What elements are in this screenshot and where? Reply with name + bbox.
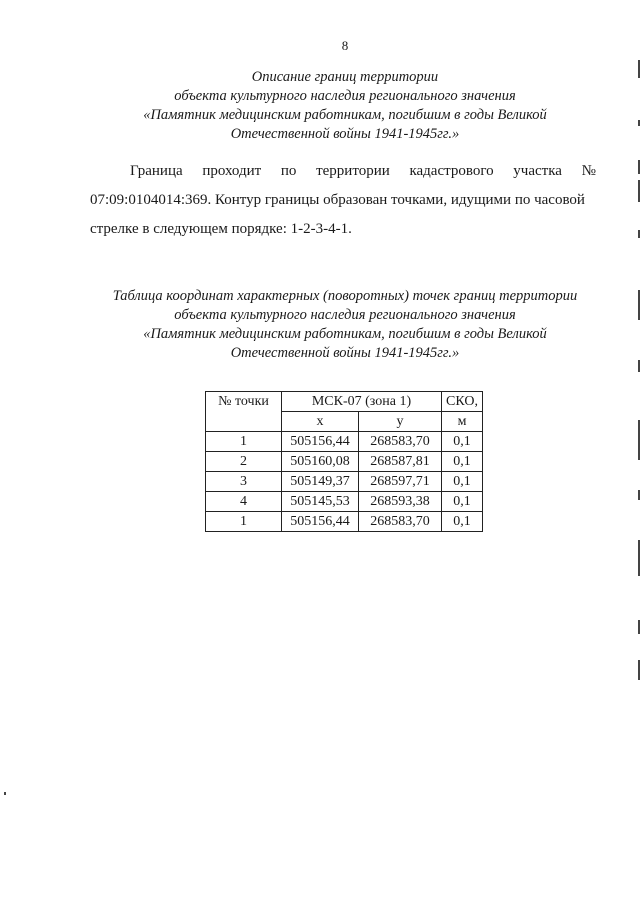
cell-sko: 0,1: [442, 452, 483, 472]
header-sko: СКО,: [442, 392, 483, 412]
cell-point: 1: [206, 512, 282, 532]
heading-line: Отечественной войны 1941-1945гг.»: [230, 126, 460, 142]
cell-y: 268597,71: [359, 472, 442, 492]
header-sko-unit: м: [442, 412, 483, 432]
paragraph-line-3: стрелке в следующем порядке: 1-2-3-4-1.: [90, 221, 352, 237]
heading-line: «Памятник медицинским работникам, погибшим в годы Великой: [143, 107, 547, 123]
cell-y: 268593,38: [359, 492, 442, 512]
heading-line: Описание границ территории: [251, 69, 439, 85]
scan-edge-marks: [636, 60, 640, 680]
boundary-paragraph: [90, 157, 596, 244]
cell-point: 2: [206, 452, 282, 472]
paragraph-word: по: [280, 163, 297, 179]
cell-point: 1: [206, 432, 282, 452]
paragraph-word: участка: [513, 163, 562, 179]
paragraph-word: кадастрового: [409, 163, 494, 179]
cell-sko: 0,1: [442, 492, 483, 512]
paragraph-line-2: 07:09:0104014:369. Контур границы образован точками, идущими по часовой: [90, 192, 585, 208]
boundary-description-heading: [0, 68, 640, 144]
table-row: [206, 492, 483, 512]
header-coordinate-system: МСК-07 (зона 1): [282, 392, 442, 412]
table-row: [206, 472, 483, 492]
cell-sko: 0,1: [442, 512, 483, 532]
cell-y: 268583,70: [359, 512, 442, 532]
header-point-number: № точки: [206, 392, 282, 432]
heading-line: объекта культурного наследия регионального значения: [174, 307, 516, 323]
heading-line: объекта культурного наследия регионального значения: [174, 88, 516, 104]
coordinates-table: [205, 391, 483, 532]
table-row: [206, 432, 483, 452]
header-x: x: [282, 412, 359, 432]
paragraph-word: территории: [316, 163, 390, 179]
heading-line: «Памятник медицинским работникам, погибшим в годы Великой: [143, 326, 547, 342]
paragraph-line-1: [90, 157, 596, 186]
scan-speck: [4, 792, 6, 795]
page-number: 8: [341, 38, 349, 53]
cell-point: 4: [206, 492, 282, 512]
heading-line: Таблица координат характерных (поворотных) точек границ территории: [112, 288, 578, 304]
cell-x: 505149,37: [282, 472, 359, 492]
cell-sko: 0,1: [442, 472, 483, 492]
paragraph-word: №: [581, 163, 596, 179]
table-row: [206, 452, 483, 472]
header-y: y: [359, 412, 442, 432]
cell-x: 505156,44: [282, 512, 359, 532]
cell-point: 3: [206, 472, 282, 492]
table-row: [206, 512, 483, 532]
cell-x: 505160,08: [282, 452, 359, 472]
paragraph-word: проходит: [202, 163, 262, 179]
cell-y: 268583,70: [359, 432, 442, 452]
cell-x: 505156,44: [282, 432, 359, 452]
cell-sko: 0,1: [442, 432, 483, 452]
cell-y: 268587,81: [359, 452, 442, 472]
cell-x: 505145,53: [282, 492, 359, 512]
heading-line: Отечественной войны 1941-1945гг.»: [230, 345, 460, 361]
paragraph-word: Граница: [130, 163, 183, 179]
coordinates-table-heading: [0, 287, 640, 363]
